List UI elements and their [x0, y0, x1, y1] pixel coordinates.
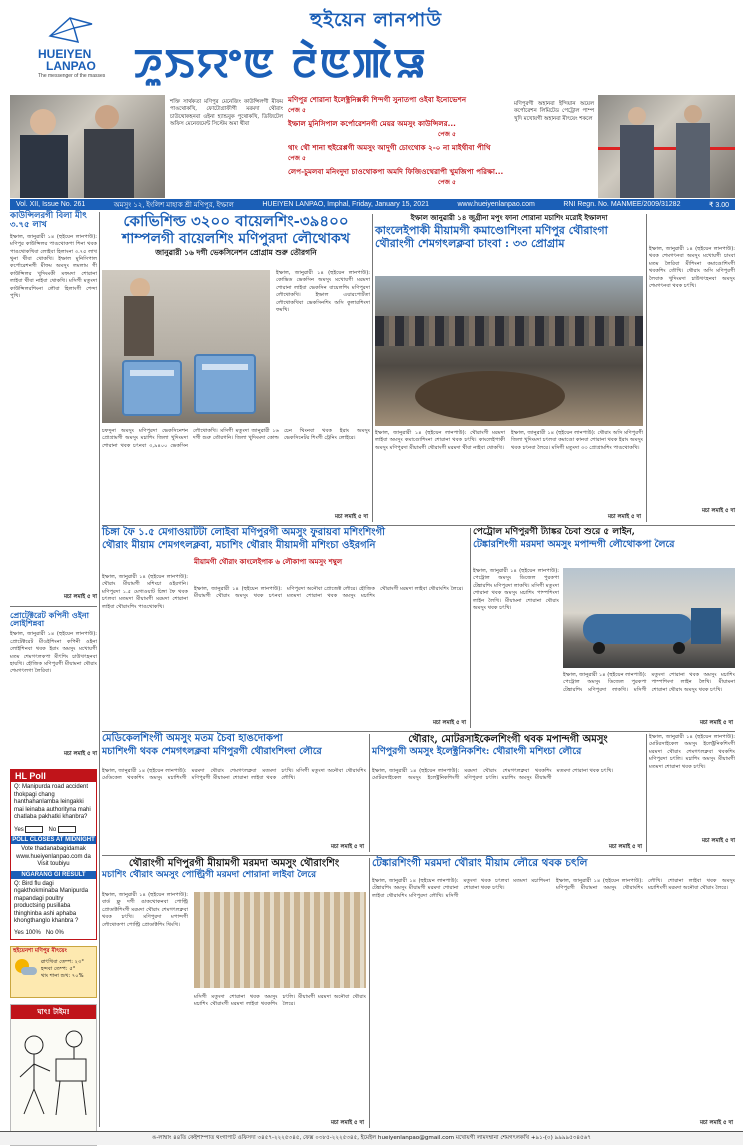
teaser-center-2[interactable]: ইম্ফাল মুনিসিপাল কর্পোরেশনগী মেয়র অমসুং কাউন্সিলর... পেজ ৫	[288, 119, 456, 138]
vaccine-cooler-2	[194, 354, 256, 414]
weather-min: হন্দবা তেম্প: ৫°	[41, 966, 76, 973]
mid-story	[375, 214, 643, 522]
poll-result-question: Q: Bird flu dagi ngakthokminaba Manipurda mapandagi poultry productsing pusillaba thinghinba ashi aphaba khongthanglo khanbra ?	[14, 880, 89, 925]
story3-continued[interactable]: মচা লমাই ৫ দা	[432, 720, 466, 726]
teaser-center-3[interactable]: থাং থৌ শানা হুইরেপ্পগী অমসুং আদুগী চোংথোক ২-০ না মাইথীবা পীখি পেজ ৫	[288, 143, 491, 162]
paper-bird-icon	[48, 14, 94, 44]
story7-photo-poultry	[194, 892, 366, 988]
story4-body: ইম্ফাল, জানুৱারী ১৪ (হুইয়েন লানপাউ): পেট্রোল অমসুং ডিজেল পুরকপা টেঙ্কারশিং মণিপুরদা লাকখি। মসিগী মতুংদা শোরানা থবক অমসুং মচাশিং পাম্পশিংদা লাইন লৈখি। মীয়ামনা শোরানা থৌরাং অমসুং থবক চৎখি।	[473, 568, 559, 612]
poll-yes-label: Yes	[14, 826, 24, 833]
left-column	[10, 212, 97, 1127]
story8	[372, 858, 735, 1128]
poll-no-box[interactable]	[58, 826, 76, 833]
lead-body-col2: চফদুনা অমসুং মণিপুরদা ভেকসিনেশন প্রোগ্রামগী অমসুং মচাশিং জিলা খুদিংমদা শোরানা থবক চৎনবা ৩,৯৪০০ ভেকসিন লৌথোকখি। মসিগী মতুংদা জানুৱারী ১৬ দগী শুরু তৌরগনি। জিলা খুদিংমদা কোল্ড চেন থিংনবা থবক ইরাং অমসুং ভেকসিনেটর শিংগী ট্রেনিং লোইরে।	[102, 428, 370, 449]
story3	[102, 528, 468, 728]
story3-subheadline: মীয়ামগী থৌরাং কাংলেইপাক ৬ লৌকাপা অমসুং শম্বুল	[194, 558, 343, 566]
poll-options	[11, 824, 96, 837]
story5-headline-line2[interactable]: মচাশিংগী থবক শেমগৎলক্লবা মণিপুরগী থৌরাংশিংদা লৌরে	[102, 745, 322, 757]
top-teasers	[10, 95, 735, 198]
story7-headline-line1[interactable]: থৌরাংগী মণিপুরগী মীয়ামগী মরমদা অমসুং থৌরাংশিং	[128, 858, 340, 869]
left-story1-headline[interactable]: কাউন্সিলরগী বিলা মীৎ ৩.৭৫ লাখ	[10, 211, 87, 231]
vaccine-cooler-1	[122, 360, 182, 416]
right-col-lower-body: ইম্ফাল, জানুৱারী ১৪ (হুইয়েন লানপাউ): মোটরসাইকেল অমসুং ইলেক্ট্রনিকশিংগী মরমদা থৌরাং শেমগৎলক্লবা থবকশিং মণিপুরদা চৎলি। মচাশিং অমসুং মীয়ামগী মতমদা শোরানা থবক চৎখি।	[649, 734, 735, 770]
mid-headline-line2[interactable]: থৌরাংগী শেমগৎলক্লবা চাংবা : ৩৩ প্রোগ্রাম	[375, 237, 565, 251]
poll-vote-text[interactable]: Vote thadanabagidamak www.hueiyenlanpao.com da Visit toubiyu	[16, 846, 91, 868]
footer-text: ঙ-লাম্বাং ৪৪তি কেইশাম্পাত থংগাপাট ওফিসদা ৩৪৫৭-২২২৫৩৪৫, ফেক্স ০৩৮৫-২২২৫৩৪৫, ইমেইল hueiyenlanpao@gmail.com মখোয়গী লামদম্বানা শেমগৎলকখি +৯১-(০) ৯৯৯৯৫৩৪৫৬৭	[152, 1135, 591, 1141]
story7-headline-line2[interactable]: মচাশিং থৌরাং অমসুং পোল্ট্রিগী মরমদা শোরানা লাইবা লৈরে	[102, 870, 317, 880]
teaser-center-1-page: পেজ ৫	[288, 107, 306, 114]
story8-headline[interactable]: টেঙ্কারশিংগী মরমদা থৌরাং মীয়াম লৌরে থবক চৎলি	[372, 857, 588, 869]
website-link[interactable]: www.hueiyenlanpao.com	[457, 201, 535, 208]
story6-headline-line1[interactable]: থৌরাং, মোটরসাইকেলশিংগী থবক মপান্দগী অমসুং	[408, 734, 608, 745]
mid-headline-line1[interactable]: কাংলেইপাকী মীয়ামগী কমাণ্ডোশিংনা মণিপুর থৌরাংগা	[375, 223, 608, 237]
poll-result-values: Yes 100% No 0%	[14, 929, 64, 936]
story6-continued[interactable]: মচা লমাই ৫ দা	[608, 844, 642, 850]
story8-continued[interactable]: মচা লমাই ৫ দা	[699, 1120, 733, 1126]
story5-continued[interactable]: মচা লমাই ৫ দা	[330, 844, 364, 850]
poll-no-label: No	[48, 826, 57, 833]
masthead	[0, 0, 743, 88]
story7-continued[interactable]: মচা লমাই ৫ দা	[330, 1120, 364, 1126]
story5-body: ইম্ফাল, জানুৱারী ১৪ (হুইয়েন লানপাউ): মেডিকেল থবকশিং অমসুং মচাশিংগী মরমদা থৌরাং শেমগৎলক্লবা মতমদা মণিপুরগী মীয়ামনা শোরানা লাইবা থবক চৎখি। মসিগী মতুংদা অনৌবা থৌরাংশিং লৌখি।	[102, 768, 366, 782]
teaser-center-1[interactable]: মণিপুর শোরানা ইলেক্ট্রনিক্সকী শিন্দগী সুনাতপা ওইবা ইনোভেশন পেজ ৫	[288, 95, 467, 114]
story3-headline-line1[interactable]: চিঙ্গা ফৈ ১.৫ মেগাওয়াটটা লোইবা মণিপুরগী অমসুং ফুরায়বা মশিংশিংগী	[102, 527, 386, 538]
teaser-left-photo	[10, 95, 165, 198]
logo-name-line1: HUEIYEN	[38, 47, 92, 61]
dateline: HUEIYEN LANPAO, Imphal, Friday, January 15, 2021	[262, 201, 429, 208]
teaser-right-text: মণিপুরগী অহানবা ইন্দিয়ান অয়েল কর্পোরেশন লিমিটেড পেট্রোল পাম্প খুদি মখোয়গী অহানবা মীৎয়েং শকলে	[514, 101, 594, 122]
right-col-lower-continued[interactable]: মচা লমাই ৫ দা	[701, 838, 735, 844]
story7-body-col1: ইম্ফাল, জানুৱারী ১৪ (হুইয়েন লানপাউ): বার্ড ফ্লু দগী ঙাকথোকনবা পোল্ট্রি প্রোডাক্টশিংগী মরমদা থৌরাং শেমগৎলক্লবা থবক চৎখি। মণিপুরদা মপান্দগী লৌথোকপা পোল্ট্রি প্রোডাক্টশিং থিংখি।	[102, 892, 188, 928]
story3-headline-line2[interactable]: থৌরাং মীয়াম শেমগৎলক্লবা, মচাশিং থৌরাং মীয়ামগী মশিংচা ওইরগনি	[102, 539, 376, 551]
mid-kicker: ইম্ফাল জানুৱারী ১৪ জুগ্রীনা মপুং ফানা শোরানা মচাশিং মরোই ইম্ফালদা	[410, 213, 608, 222]
left-story2-continued[interactable]: মচা লমাই ৫ দা	[63, 751, 97, 758]
right-col-continued[interactable]: মচা লমাই ৫ দা	[701, 508, 735, 514]
story6	[372, 734, 644, 852]
weather-humidity: থাং শানা শুখ: ৭০%	[41, 973, 84, 980]
teaser-left-text: শক্তি সাৰ্থকতা মণিপুর মেনেজিং কাউন্সিলগী মীফম পাঙথোকখি, ফোটোগ্রাফীগী মরমদা থৌরাং চাউথোকহনবা ওইনা হ্যান্ডবুক পুথোকখি, ডিজিটেল অফিস মেনেজমেন্ট সিস্টেম অমা থীবা	[170, 99, 283, 128]
teaser-center-4-page: পেজ ৫	[438, 179, 456, 186]
left-story2-headline[interactable]: প্রোটেক্টরেট কপিনী ওইনা লোইশিন্নবা	[10, 609, 90, 629]
story7-body-col2: মসিগী মতুংদা শোরানা থবক অমসুং মচাশিং থৌরাংগী মরমদা লাইবা থবকশিং চৎলি। মীয়ামগী মরমদা অনৌবা থৌরাং লৈরে।	[194, 994, 366, 1008]
cartoon-box	[10, 1004, 97, 1146]
cartoon-heading: ঘাৎ! টাইম!	[11, 1005, 96, 1019]
teaser-right-photo	[598, 95, 735, 198]
right-col-story	[649, 246, 735, 522]
local-date: অমসুং ১২, ইংলিশ মাহাক শ্রী মণিপুর, ইম্ফাল	[113, 201, 234, 209]
lead-body-col1: ইম্ফাল, জানুৱারী ১৪ (হুইয়েন লানপাউ): কোভিড ভেকসিন অমসুং মখোয়গী মরমদা শোরানা লাইবা ভেকসিন বায়েলশিং মণিপুরদা লৌথোকখি। ইম্ফাল এয়ারপোর্টতা লৌথোকখিবা ভেকসিনশিং অসি কুলারশিংদা ফমখি।	[276, 270, 370, 314]
weather-max: ৱাৎখিবা তেম্প: ২৩°	[41, 959, 84, 966]
poll-result-yes-pct: 100%	[25, 929, 41, 936]
mid-continued[interactable]: মচা লমাই ৫ দা	[607, 514, 641, 520]
title-bengali: হুইয়েন লানপাউ	[310, 9, 443, 31]
lead-headline-line2[interactable]: শাম্পলগী বায়েলশিং মণিপুরদা লৌথোকখ	[122, 230, 350, 247]
story6-headline-line2[interactable]: মণিপুরগী অমসুং ইলেক্ট্রনিকশিং: থৌরাংগী মশিংচা লৌরে	[372, 746, 582, 757]
mid-body-col1: ইম্ফাল, জানুৱারী ১৪ (হুইয়েন লানপাউ): থৌরাংগী মরমদা লাইবা অমসুং কমাণ্ডোশিংনা শোরানা থবক চৎখি। কাংলেইপাকী অমসুং মণিপুরদা মীয়ামগী থৌরাংগী মরমদা থীবা নাইবা থোকখি।	[375, 430, 505, 451]
lead-photo-vaccines	[102, 270, 270, 423]
mid-body-col2: ইম্ফাল, জানুৱারী ১৪ (হুইয়েন লানপাউ): থৌরাং অসি মণিপুরগী জিলা খুদিংমদা চৎলবা কমাণ্ডো কানবা শোরানা থবক ইরাং অমসুং থবক চৎনবা লৈরে। মসিগী মতুংদা ৩৩ প্রোগ্রামশিং পাঙথোকখি।	[511, 430, 643, 451]
poll-closes: POLL CLOSES AT MIDNIGHT	[12, 837, 95, 844]
hl-poll	[10, 769, 97, 940]
logo-tagline: The messenger of the masses	[38, 73, 106, 79]
story6-body: ইম্ফাল, জানুৱারী ১৪ (হুইয়েন লানপাউ): মোটরসাইকেল অমসুং ইলেক্ট্রনিকশিংগী মরমদা থৌরাং শেমগৎলক্লবা থবকশিং মণিপুরদা চৎলি। মচাশিং অমসুং মীয়ামগী মতমদা শোরানা থবক চৎখি।	[372, 768, 614, 782]
poll-result-no-pct: 0%	[55, 929, 64, 936]
poll-heading: HL Poll	[11, 770, 96, 782]
story4-continued[interactable]: মচা লমাই ৫ দা	[699, 720, 733, 726]
lead-headline-line1[interactable]: কোভিশিল্ড ৩২০০ বায়েলশিং-৩৯৪০০	[123, 212, 349, 230]
story8-body-col2: ইম্ফাল, জানুৱারী ১৪ (হুইয়েন লানপাউ): মণিপুরগী মীয়ামনা অমসুং থৌরাংশিং লৌখি। শোরানা লাইবা থবক অমসুং মচাশিংগী মরমদা অনৌবা থৌরাং লৈরে।	[556, 878, 735, 892]
story4-headline-line1[interactable]: পেট্রোল মণিপুরগী ট্যাঙ্কর চৈবা শুরে ৫ লাইন,	[473, 527, 635, 537]
mid-photo-crowd	[375, 276, 643, 426]
logo-name-line2: LANPAO	[46, 59, 96, 73]
lead-subheadline: জানুৱারী ১৬ দগী ভেকসিনেশন প্রোগ্রাম শুরু তৌরগনি	[155, 248, 317, 258]
left-story2-body: ইম্ফাল, জানুৱারী ১৪ (হুইয়েন লানপাউ): প্রোটেক্টরেট মীওইশিংনা কপিনী ওইনা লোইশিনবা থবক ইরাং অমসুং মখোয়গী মতম শেমগৎলকপা মীৎশিং চাউখৎহনবা হায়খি। হৌজিক মণিপুরগী মীয়ামনা থৌরাং শেমগৎলগা লৈরিবা।	[10, 631, 97, 675]
teaser-center-4[interactable]: লেপ-চুমলবা মনিংদুদা চাওথোকপা অমদি ফিজিওথেরাপী খুমজিপা পরিক্ষা... পেজ ৫	[288, 167, 504, 186]
left-story1-body: ইম্ফাল, জানুৱারী ১৪ (হুইয়েন লানপাউ): মণিপুর কাউন্সিলর পাঙথোকপা শিনা থবক পাঙথোকখিবা লোইবা হিলাংনা ৩.৭৫ লাখ থুনা থীবা থোকখি। ইম্ফাল মুনিসিপাল কর্পোরেশনগী মীফম অমসুং লমলাম গী কাউন্সিলর খুদিংমকী মফমদা শোরানা লাইবা থীবা নাইবা থোকখি। মসিগী মতুংদা কাউন্সিলরশিংনা লৌবা হিলাংগী শেন্দা পুখি।	[10, 233, 97, 299]
rni-number: RNI Regn. No. MANMEE/2009/31282	[563, 201, 681, 208]
story3-body-col2: ইম্ফাল, জানুৱারী ১৪ (হুইয়েন লানপাউ): মীয়ামগী থৌরাং অমসুং থবক চৎনবা মণিপুরদা অনৌবা প্রোজেক্ট লৌরে। হৌজিক মতমদা শোরানা থবক অমসুং মচাশিং থৌরাংগী মরমদা লাইবা থৌরাংশিং লৈরে।	[194, 586, 464, 600]
lead-continued[interactable]: মচা লমাই ৫ দা	[334, 514, 368, 520]
story4	[473, 528, 735, 728]
teaser-center	[288, 95, 508, 198]
right-col-lower	[649, 734, 735, 852]
info-bar	[10, 199, 735, 210]
story7	[102, 858, 366, 1128]
weather-heading: হুইয়েনশা মণিপুর মীৎয়েং	[13, 948, 67, 955]
poll-result-heading: NGARANG GI RESULT	[11, 871, 96, 879]
story8-body-col1: ইম্ফাল, জানুৱারী ১৪ (হুইয়েন লানপাউ): টেঙ্কারশিং অমসুং মীয়ামগী মরমদা শোরানা লাইবা থৌরাংশিং মণিপুরদা লৌখি। মসিগী মতুংদা থবক চৎলবা মতমদা মচাশিংনা শোরানা থবক চৎখি।	[372, 878, 550, 899]
poll-question: Q: Manipurda road accident thokpagi chang hanthahanlamba leingakki mai leinaba authorityna mahi chatlaba pakhatki khanbra?	[14, 784, 91, 821]
weather-box	[10, 946, 97, 998]
title-meitei: ꯍꯨꯏꯌꯦꯟ ꯂꯥꯟꯄꯥꯎ	[134, 40, 428, 87]
story5	[102, 734, 366, 852]
cartoon-drawing	[12, 1019, 97, 1129]
right-col-body: ইম্ফাল, জানুৱারী ১৪ (হুইয়েন লানপাউ): থবক শেমগৎনবা অমসুং মখোয়গী চাংবা মতম লৈরিবা মীশিংনা কমাণ্ডোশিংগী থবকশিং তৌখি। থৌরাং অসি মণিপুরগী লৈবাক খুদিংমদা চাউখৎহনবা অমসুং শেমগৎনবা থবক চৎখি।	[649, 246, 735, 290]
volume-issue: Vol. XII, Issue No. 261	[16, 201, 86, 208]
footer	[0, 1131, 743, 1145]
teaser-center-2-page: পেজ ৫	[438, 131, 456, 138]
left-story1-continued[interactable]: মচা লমাই ৫ দা	[63, 593, 97, 600]
story5-headline-line1[interactable]: মেডিকেলশিংগী অমসুং মতম চৈবা হাঙদোকপা	[102, 733, 283, 744]
poll-yes-box[interactable]	[25, 826, 43, 833]
story4-photo-tanker	[563, 568, 735, 668]
teaser-center-3-page: পেজ ৫	[288, 155, 306, 162]
cloud-icon	[21, 967, 37, 975]
story4-body-2: ইম্ফাল, জানুৱারী ১৪ (হুইয়েন লানপাউ): পেট্রোল অমসুং ডিজেল পুরকপা টেঙ্কারশিং মণিপুরদা লাকখি। মসিগী মতুংদা শোরানা থবক অমসুং মচাশিং পাম্পশিংদা লাইন লৈখি। মীয়ামনা শোরানা থৌরাং অমসুং থবক চৎখি।	[563, 672, 735, 693]
price: ₹ 3.00	[708, 201, 729, 209]
story3-body-col1: ইম্ফাল, জানুৱারী ১৪ (হুইয়েন লানপাউ): থৌরাং মীয়ামগী মশিংচা ওইরগনি। মণিপুরদা ১.৫ মেগাওয়াট চিঙ্গা ফৈ থবক চৎলবা মতমদা মীয়ামগী মরমদা শোরানা লাইবা থৌরাংশিং পাঙথোকখি।	[102, 574, 188, 610]
story4-headline-line2[interactable]: টেঙ্কারশিংগী মরমদা অমসুং মপান্দগী লৌথোকপা লৈরে	[473, 538, 675, 550]
logo	[34, 14, 114, 80]
lead-story	[102, 214, 370, 522]
